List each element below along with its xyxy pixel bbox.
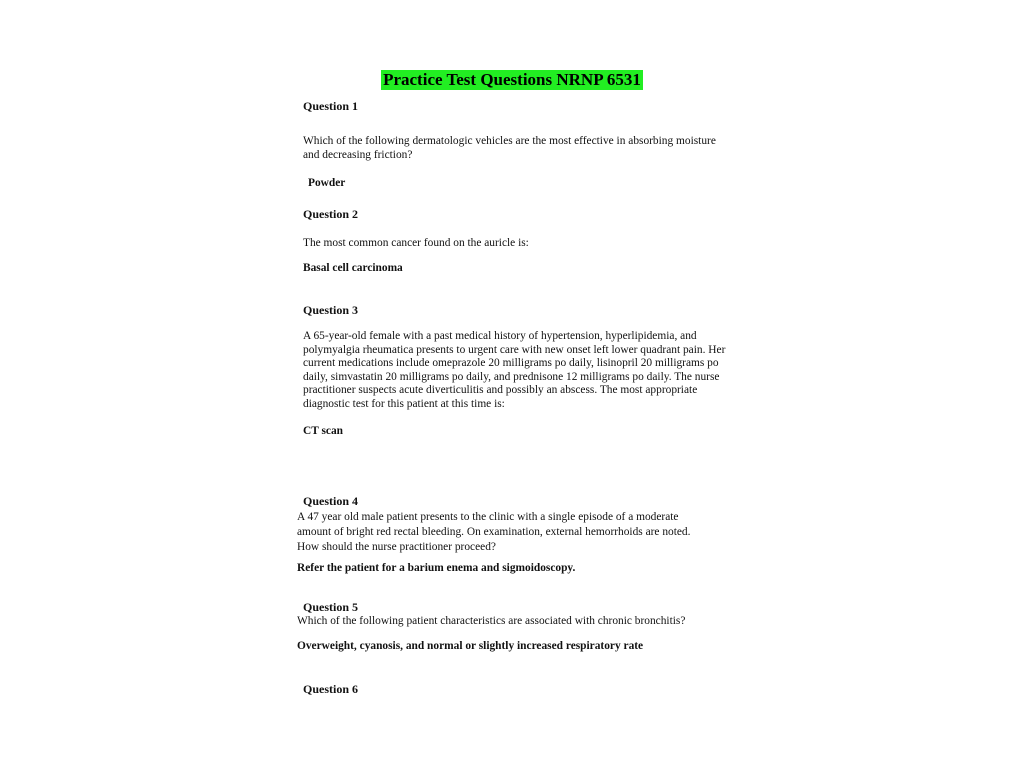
question-1-heading: Question 1 xyxy=(303,99,359,113)
question-4-text-line-1: A 47 year old male patient presents to the clinic with a single episode of a moderate xyxy=(297,511,679,523)
question-4-text-line-2: amount of bright red rectal bleeding. On examination, external hemorrhoids are noted. xyxy=(297,526,691,538)
question-1-text: Which of the following dermatologic vehicles are the most effective in absorbing moisture and decreasing friction? xyxy=(303,135,716,161)
title-container xyxy=(0,70,1024,90)
question-3-text: A 65-year-old female with a past medical history of hypertension, hyperlipidemia, and polymyalgia rheumatica presents to urgent care with new onset left lower quadrant pain. Her current medications include omeprazole 20 milligrams po daily, lisinopril 20 milligrams po daily, simvastatin 20 milligrams po daily, and prednisone 12 milligrams po daily. The nurse practitioner suspects acute diverticulitis and possibly an abscess. The most appropriate diagnostic test for this patient at this time is: xyxy=(303,330,726,410)
question-4-answer: Refer the patient for a barium enema and sigmoidoscopy. xyxy=(297,562,576,574)
question-4-heading: Question 4 xyxy=(303,494,359,508)
question-6-heading: Question 6 xyxy=(303,682,359,696)
question-1-answer: Powder xyxy=(308,177,346,189)
question-5-answer: Overweight, cyanosis, and normal or slightly increased respiratory rate xyxy=(297,640,644,652)
question-4-text-line-3: How should the nurse practitioner proceed? xyxy=(297,541,496,553)
question-2-text: The most common cancer found on the auricle is: xyxy=(303,237,529,249)
question-2-heading: Question 2 xyxy=(303,207,359,221)
question-5-text: Which of the following patient characteristics are associated with chronic bronchitis? xyxy=(297,615,686,627)
question-3-heading: Question 3 xyxy=(303,303,359,317)
question-2-answer: Basal cell carcinoma xyxy=(303,262,403,274)
question-5-heading: Question 5 xyxy=(303,600,359,614)
question-3-answer: CT scan xyxy=(303,425,343,437)
question-4-text xyxy=(297,510,690,555)
document-title: Practice Test Questions NRNP 6531 xyxy=(383,70,641,89)
